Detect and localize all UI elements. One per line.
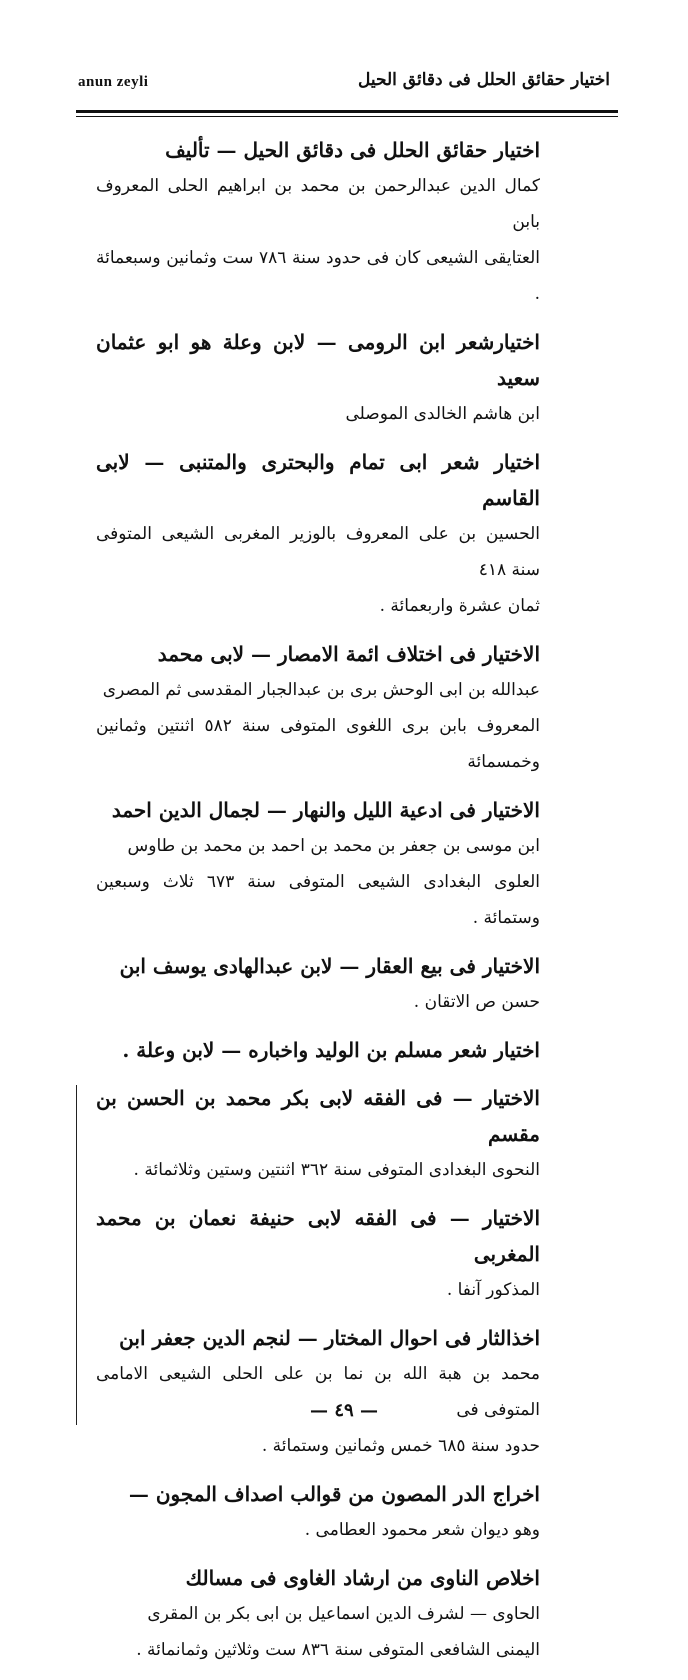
page-number: — ٤٩ — <box>310 1400 378 1421</box>
entry-line: الحاوى — لشرف الدين اسماعيل بن ابى بكر بن المقرى <box>147 1604 540 1624</box>
entry-heading: اخذالثار فى احوال المختار — لنجم الدين جعفر ابن <box>119 1326 540 1350</box>
bibliography-entry <box>96 1476 540 1548</box>
entry-line: حدود سنة ٦٨٥ خمس وثمانين وستمائة . <box>261 1436 540 1456</box>
bibliography-entry <box>96 636 540 780</box>
entry-heading: اختيار شعر مسلم بن الوليد واخباره — لابن وعلة . <box>122 1038 540 1062</box>
bibliography-entry <box>96 444 540 624</box>
entry-line: حسن ص الاتقان . <box>413 992 540 1012</box>
entry-heading: اختيارشعر ابن الرومى — لابن وعلة هو ابو عثمان سعيد <box>96 330 540 390</box>
bibliography-entry <box>96 1032 540 1068</box>
bibliography-entry <box>96 948 540 1020</box>
entries-body <box>96 132 540 1680</box>
bibliography-entry <box>96 1080 540 1188</box>
entry-line: المعروف بابن برى اللغوى المتوفى سنة ٥٨٢ اثنتين وثمانين وخمسمائة <box>96 716 540 772</box>
entry-line: ابن موسى بن جعفر بن محمد بن احمد بن محمد بن طاوس <box>127 836 540 856</box>
bibliography-entry <box>96 1560 540 1668</box>
running-header-right: اختيار حقائق الحلل فى دقائق الحيل <box>357 70 610 90</box>
entry-heading: اختيار شعر ابى تمام والبحترى والمتنبى — لابى القاسم <box>96 450 540 510</box>
header-rule-thick <box>76 110 618 113</box>
bibliography-entry <box>96 324 540 432</box>
header-rule-thin <box>76 116 618 117</box>
bibliography-entry <box>96 792 540 936</box>
entry-line: وهو ديوان شعر محمود العطامى . <box>304 1520 540 1540</box>
entry-line: ثمان عشرة واربعمائة . <box>379 596 540 616</box>
entry-line: العلوى البغدادى الشيعى المتوفى سنة ٦٧٣ ثلاث وسبعين وستمائة . <box>96 872 541 928</box>
margin-line <box>76 1085 77 1425</box>
entry-heading: اختيار حقائق الحلل فى دقائق الحيل — تأليف <box>165 138 540 162</box>
bibliography-entry <box>96 1320 540 1464</box>
entry-line: محمد بن هبة الله بن نما بن على الحلى الشيعى الامامى المتوفى فى <box>96 1364 540 1420</box>
entry-heading: الاختيار فى ادعية الليل والنهار — لجمال الدين احمد <box>111 798 540 822</box>
entry-heading: الاختيار فى اختلاف ائمة الامصار — لابى محمد <box>157 642 540 666</box>
entry-line: النحوى البغدادى المتوفى سنة ٣٦٢ اثنتين وستين وثلاثمائة . <box>133 1160 540 1180</box>
entry-line: العتايقى الشيعى كان فى حدود سنة ٧٨٦ ست وثمانين وسبعمائة . <box>96 248 540 304</box>
entry-line: ابن هاشم الخالدى الموصلى <box>345 404 540 424</box>
entry-heading: الاختيار — فى الفقه لابى بكر محمد بن الحسن بن مقسم <box>96 1086 540 1146</box>
entry-heading: اخلاص الناوى من ارشاد الغاوى فى مسالك <box>185 1566 540 1590</box>
entry-heading: اخراج الدر المصون من قوالب اصداف المجون — <box>128 1482 540 1506</box>
entry-line: عبدالله بن ابى الوحش برى بن عبدالجبار المقدسى ثم المصرى <box>102 680 540 700</box>
running-header-left: anun zeyli <box>78 74 149 90</box>
entry-line: المذكور آنفا . <box>446 1280 540 1300</box>
entry-line: كمال الدين عبدالرحمن بن محمد بن ابراهيم الحلى المعروف بابن <box>96 176 540 232</box>
entry-line: الحسين بن على المعروف بالوزير المغربى الشيعى المتوفى سنة ٤١٨ <box>96 524 540 580</box>
entry-line: اليمنى الشافعى المتوفى سنة ٨٣٦ ست وثلاثين وثمانمائة . <box>136 1640 540 1660</box>
bibliography-entry <box>96 132 540 312</box>
entry-heading: الاختيار — فى الفقه لابى حنيفة نعمان بن محمد المغربى <box>96 1206 540 1266</box>
entry-heading: الاختيار فى بيع العقار — لابن عبدالهادى يوسف ابن <box>119 954 540 978</box>
bibliography-entry <box>96 1200 540 1308</box>
